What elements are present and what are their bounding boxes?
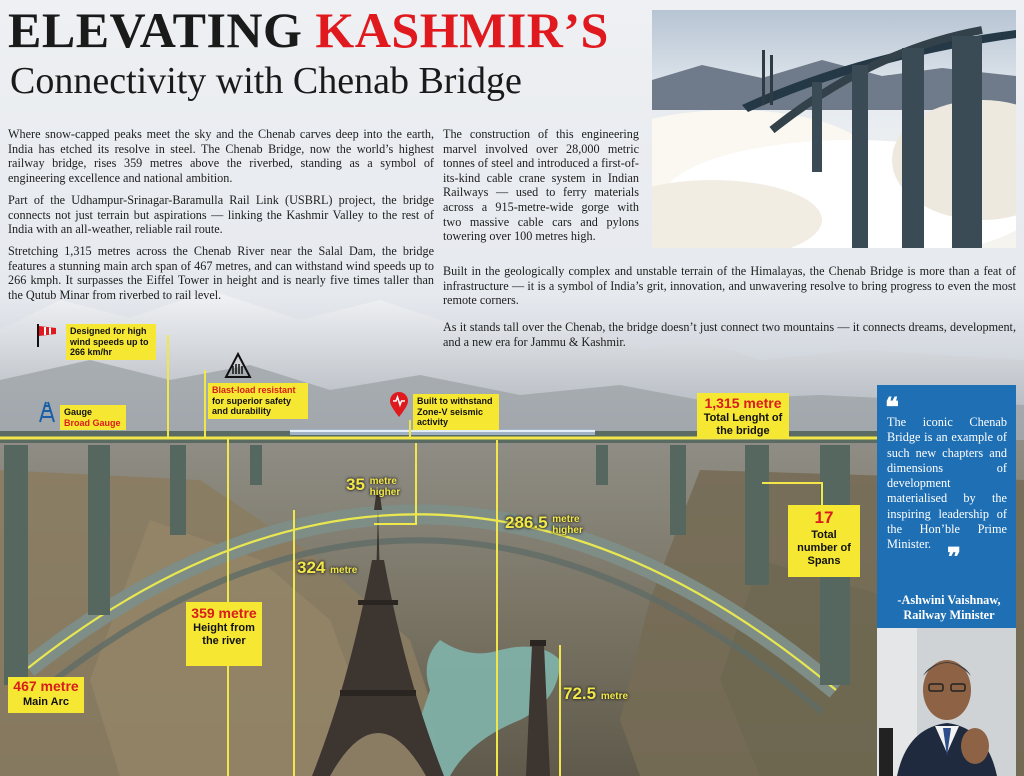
length-value: 1,315 metre xyxy=(704,395,782,411)
blast-label-red: Blast-load resistant xyxy=(212,385,296,395)
article-paragraph-2: Part of the Udhampur-Srinagar-Baramulla Rail Link (USBRL) project, the bridge connects not just terrain but aspirations — linking the Kashmir Valley to the rest of India with an all-weather, reliable rail route. xyxy=(8,193,434,237)
gauge-label: Gauge xyxy=(64,407,93,417)
headline xyxy=(8,4,609,56)
arc-callout xyxy=(8,677,84,713)
measure-324 xyxy=(297,558,357,578)
height-value: 359 metre xyxy=(191,605,257,621)
measure-324-value: 324 xyxy=(297,558,326,577)
measure-35-unit: metre higher xyxy=(369,476,401,498)
rail-track-icon xyxy=(36,401,58,423)
close-quote-icon: ❞ xyxy=(947,543,961,572)
blast-shield-icon xyxy=(224,352,252,380)
bridge-photo xyxy=(652,10,1016,248)
open-quote-icon: ❝ xyxy=(885,393,899,422)
measure-72-5-unit: metre xyxy=(600,691,629,702)
wind-sock-icon xyxy=(34,322,60,348)
location-pin-icon xyxy=(388,392,410,418)
wind-callout: Designed for high wind speeds up to 266 km/hr xyxy=(66,324,156,360)
spans-label: Total number of Spans xyxy=(797,529,851,567)
quote-box xyxy=(877,385,1016,628)
minister-portrait xyxy=(877,628,1016,776)
subheadline: Connectivity with Chenab Bridge xyxy=(10,60,522,102)
height-label: Height from the river xyxy=(193,622,255,647)
measure-72-5-value: 72.5 xyxy=(563,684,597,703)
spans-value: 17 xyxy=(814,508,834,527)
measure-324-unit: metre xyxy=(330,565,358,576)
article-paragraph-4: The construction of this engineering marvel involved over 28,000 metric tonnes of steel and introduced a first-of-its-kind cable crane system in Indian Railways — used to ferry materials across a 915-metre-wide gorge with two massive cable cars and pylons towering over 100 metres high. xyxy=(443,127,639,244)
measure-35-value: 35 xyxy=(346,475,365,494)
seismic-callout: Built to withstand Zone-V seismic activity xyxy=(413,394,499,430)
blast-callout xyxy=(208,383,308,419)
gauge-value: Broad Gauge xyxy=(64,417,121,428)
length-callout xyxy=(697,393,789,438)
measure-286-5-value: 286.5 xyxy=(505,513,548,532)
arc-value: 467 metre xyxy=(13,678,79,694)
arc-label: Main Arc xyxy=(22,696,70,708)
article-paragraph-1: Where snow-capped peaks meet the sky and the Chenab carves deep into the earth, India has etched its resolve in steel. The Chenab Bridge, now the world’s highest railway bridge, rises 359 metres above the riverbed, standing as a symbol of engineering excellence and national ambition. xyxy=(8,127,434,185)
measure-286-5 xyxy=(505,514,605,536)
article-paragraph-3: Stretching 1,315 metres across the Chenab River near the Salal Dam, the bridge features a stunning main arch span of 467 metres, and can withstand wind speeds up to 266 kmph. It surpasses the Eiffel Tower in height and is nearly five times taller than the Qutub Minar from riverbed to rail level. xyxy=(8,244,434,302)
spans-callout xyxy=(788,505,860,577)
blast-label-rest: for superior safety and durability xyxy=(212,395,292,416)
article-paragraph-5: Built in the geologically complex and unstable terrain of the Himalayas, the Chenab Bridge is more than a feat of infrastructure — it is a symbol of India’s grit, innovation, and unwavering resolve to bring progress to even the most remote corners. xyxy=(443,264,1016,308)
quote-text: The iconic Chenab Bridge is an example of such new chapters and dimensions of development materialised by the inspiring leadership of the Hon’ble Prime Minister. xyxy=(887,415,1007,552)
quote-author: -Ashwini Vaishnaw, Railway Minister xyxy=(897,593,1001,622)
gauge-callout xyxy=(60,405,126,430)
headline-part2: KASHMIR’S xyxy=(315,2,609,58)
article-paragraph-6: As it stands tall over the Chenab, the bridge doesn’t just connect two mountains — it connects dreams, development, and a new era for Jammu & Kashmir. xyxy=(443,320,1016,349)
measure-286-5-unit: metre higher xyxy=(552,514,583,536)
measure-35 xyxy=(346,476,416,498)
height-callout xyxy=(186,602,262,666)
measure-72-5 xyxy=(563,684,628,704)
headline-part1: ELEVATING xyxy=(8,2,316,58)
length-label: Total Lenght of the bridge xyxy=(703,412,783,437)
